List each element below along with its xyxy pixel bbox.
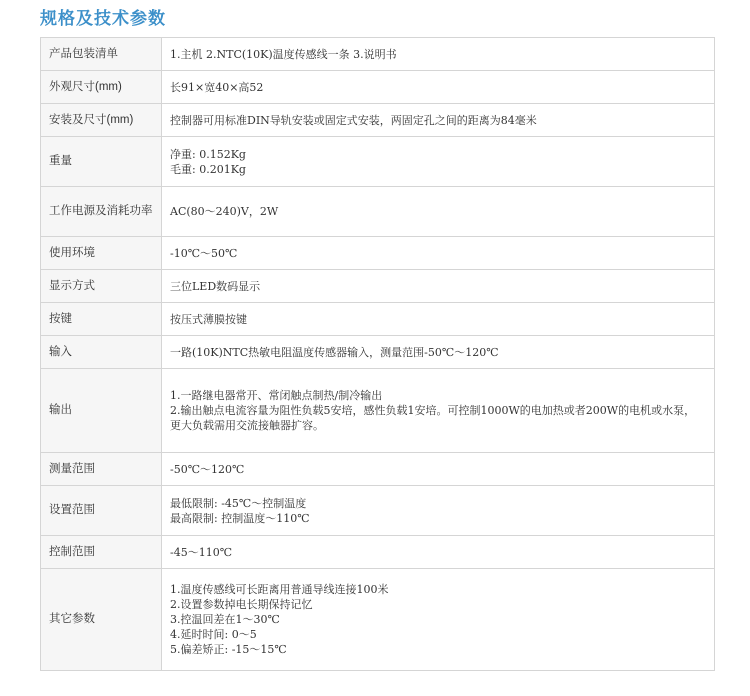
spec-row	[41, 71, 715, 104]
spec-label: 重量	[41, 137, 162, 187]
spec-value	[162, 486, 715, 536]
spec-row	[41, 369, 715, 453]
spec-value	[162, 336, 715, 369]
spec-value	[162, 270, 715, 303]
spec-value	[162, 536, 715, 569]
spec-table	[40, 37, 715, 671]
spec-value-line: 1.温度传感线可长距离用普通导线连接100米	[170, 583, 389, 596]
spec-value-line: 净重: 0.152Kg	[170, 147, 246, 161]
spec-row	[41, 536, 715, 569]
spec-row	[41, 569, 715, 671]
spec-label: 输入	[41, 336, 162, 369]
spec-value	[162, 303, 715, 336]
spec-row	[41, 270, 715, 303]
spec-value-line: 三位LED数码显示	[170, 279, 261, 293]
spec-value-line: 3.控温回差在1～30℃	[170, 613, 280, 626]
spec-value-line: 最低限制: -45℃～控制温度	[170, 496, 307, 510]
spec-row	[41, 187, 715, 237]
spec-value-line: 更大负载需用交流接触器扩容。	[170, 419, 324, 432]
spec-value-line: 1.一路继电器常开、常闭触点制热/制冷输出	[170, 389, 383, 402]
spec-row	[41, 336, 715, 369]
spec-row	[41, 453, 715, 486]
spec-table-body	[41, 38, 715, 671]
spec-value-line: -45～110℃	[170, 545, 233, 559]
spec-label: 输出	[41, 369, 162, 453]
spec-value	[162, 237, 715, 270]
spec-label: 其它参数	[41, 569, 162, 671]
spec-row	[41, 104, 715, 137]
spec-label: 测量范围	[41, 453, 162, 486]
spec-label: 设置范围	[41, 486, 162, 536]
spec-value-line: AC(80～240)V，2W	[170, 205, 279, 218]
spec-value-line: 长91×宽40×高52	[170, 80, 264, 94]
spec-row	[41, 38, 715, 71]
spec-value-line: 按压式薄膜按键	[170, 312, 247, 326]
spec-row	[41, 137, 715, 187]
spec-value	[162, 137, 715, 187]
spec-value-line: 毛重: 0.201Kg	[170, 162, 246, 176]
spec-row	[41, 237, 715, 270]
spec-value	[162, 187, 715, 237]
spec-value	[162, 71, 715, 104]
spec-value-line: 2.输出触点电流容量为阻性负载5安培，感性负载1安培。可控制1000W的电加热或者200W的电机或水泵，	[170, 404, 696, 417]
spec-label: 显示方式	[41, 270, 162, 303]
spec-label: 产品包装清单	[41, 38, 162, 71]
spec-value	[162, 104, 715, 137]
spec-value	[162, 38, 715, 71]
spec-value-line: 一路(10K)NTC热敏电阻温度传感器输入，测量范围-50℃～120℃	[170, 345, 499, 359]
spec-label: 按键	[41, 303, 162, 336]
spec-label: 控制范围	[41, 536, 162, 569]
spec-label: 安装及尺寸(mm)	[41, 104, 162, 137]
spec-label: 工作电源及消耗功率	[41, 187, 162, 237]
spec-value	[162, 569, 715, 671]
spec-value	[162, 369, 715, 453]
spec-label: 使用环境	[41, 237, 162, 270]
spec-value-line: 控制器可用标准DIN导轨安装或固定式安装，两固定孔之间的距离为84毫米	[170, 113, 537, 127]
spec-value-line: 1.主机 2.NTC(10K)温度传感线一条 3.说明书	[170, 47, 397, 61]
spec-value-line: 4.延时时间: 0～5	[170, 628, 257, 641]
spec-row	[41, 486, 715, 536]
spec-value	[162, 453, 715, 486]
spec-value-line: 5.偏差矫正: -15～15℃	[170, 643, 287, 656]
spec-row	[41, 303, 715, 336]
spec-value-line: 2.设置参数掉电长期保持记忆	[170, 598, 313, 611]
spec-value-line: -10℃～50℃	[170, 246, 238, 260]
section-title: 规格及技术参数	[40, 9, 166, 29]
spec-value-line: 最高限制: 控制温度～110℃	[170, 511, 310, 525]
spec-label: 外观尺寸(mm)	[41, 71, 162, 104]
spec-value-line: -50℃～120℃	[170, 462, 245, 476]
